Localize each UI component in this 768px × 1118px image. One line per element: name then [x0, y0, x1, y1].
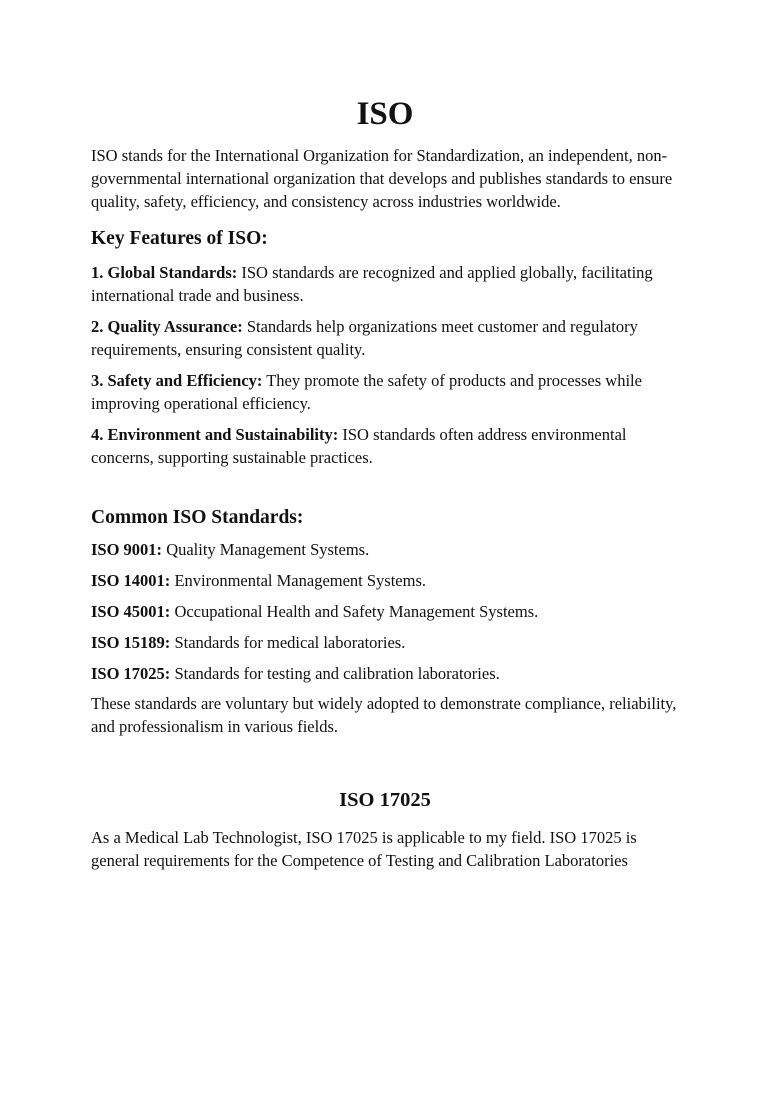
standard-item-iso-9001 — [91, 538, 679, 561]
feature-text: ISO standards are recognized and applied globally, facilitating international trade and business. — [91, 263, 653, 305]
standard-label: ISO 45001: — [91, 602, 171, 621]
standard-text: Standards for testing and calibration laboratories. — [170, 664, 500, 683]
feature-text: ISO standards often address environmental concerns, supporting sustainable practices. — [91, 425, 627, 467]
standard-item-iso-15189 — [91, 631, 679, 654]
iso-17025-heading: ISO 17025 — [339, 789, 431, 811]
feature-item-quality-assurance — [91, 315, 679, 361]
iso-17025-paragraph: As a Medical Lab Technologist, ISO 17025 is applicable to my field. ISO 17025 is general requirements for the Competence of Testing and Calibration Laboratories — [91, 828, 637, 870]
standard-label: ISO 14001: — [91, 571, 171, 590]
feature-item-environment-sustainability — [91, 423, 679, 469]
page-title: ISO — [356, 96, 414, 132]
standard-label: ISO 9001: — [91, 540, 163, 559]
feature-text: Standards help organizations meet customer and regulatory requirements, ensuring consistent quality. — [91, 317, 638, 359]
intro-paragraph: ISO stands for the International Organization for Standardization, an independent, non-governmental international organization that develops and publishes standards to ensure quality, safety, efficiency, and consistency across industries worldwide. — [91, 146, 673, 211]
standard-text: Standards for medical laboratories. — [170, 633, 406, 652]
feature-label: 4. Environment and Sustainability: — [91, 425, 339, 444]
common-standards-heading: Common ISO Standards: — [91, 507, 304, 528]
feature-label: 1. Global Standards: — [91, 263, 238, 282]
standard-item-iso-17025 — [91, 662, 679, 685]
feature-item-global-standards — [91, 261, 679, 307]
feature-text: They promote the safety of products and processes while improving operational efficiency. — [91, 371, 642, 413]
key-features-heading: Key Features of ISO: — [91, 228, 268, 249]
feature-item-safety-efficiency — [91, 369, 679, 415]
standard-text: Quality Management Systems. — [162, 540, 370, 559]
standard-item-iso-45001 — [91, 600, 679, 623]
standard-label: ISO 15189: — [91, 633, 171, 652]
standard-text: Occupational Health and Safety Management Systems. — [170, 602, 539, 621]
standards-closing-paragraph: These standards are voluntary but widely adopted to demonstrate compliance, reliability, and professionalism in various fields. — [91, 694, 677, 736]
standard-text: Environmental Management Systems. — [170, 571, 427, 590]
standard-label: ISO 17025: — [91, 664, 171, 683]
feature-label: 2. Quality Assurance: — [91, 317, 243, 336]
standard-item-iso-14001 — [91, 569, 679, 592]
document-page — [0, 94, 768, 1118]
feature-label: 3. Safety and Efficiency: — [91, 371, 263, 390]
